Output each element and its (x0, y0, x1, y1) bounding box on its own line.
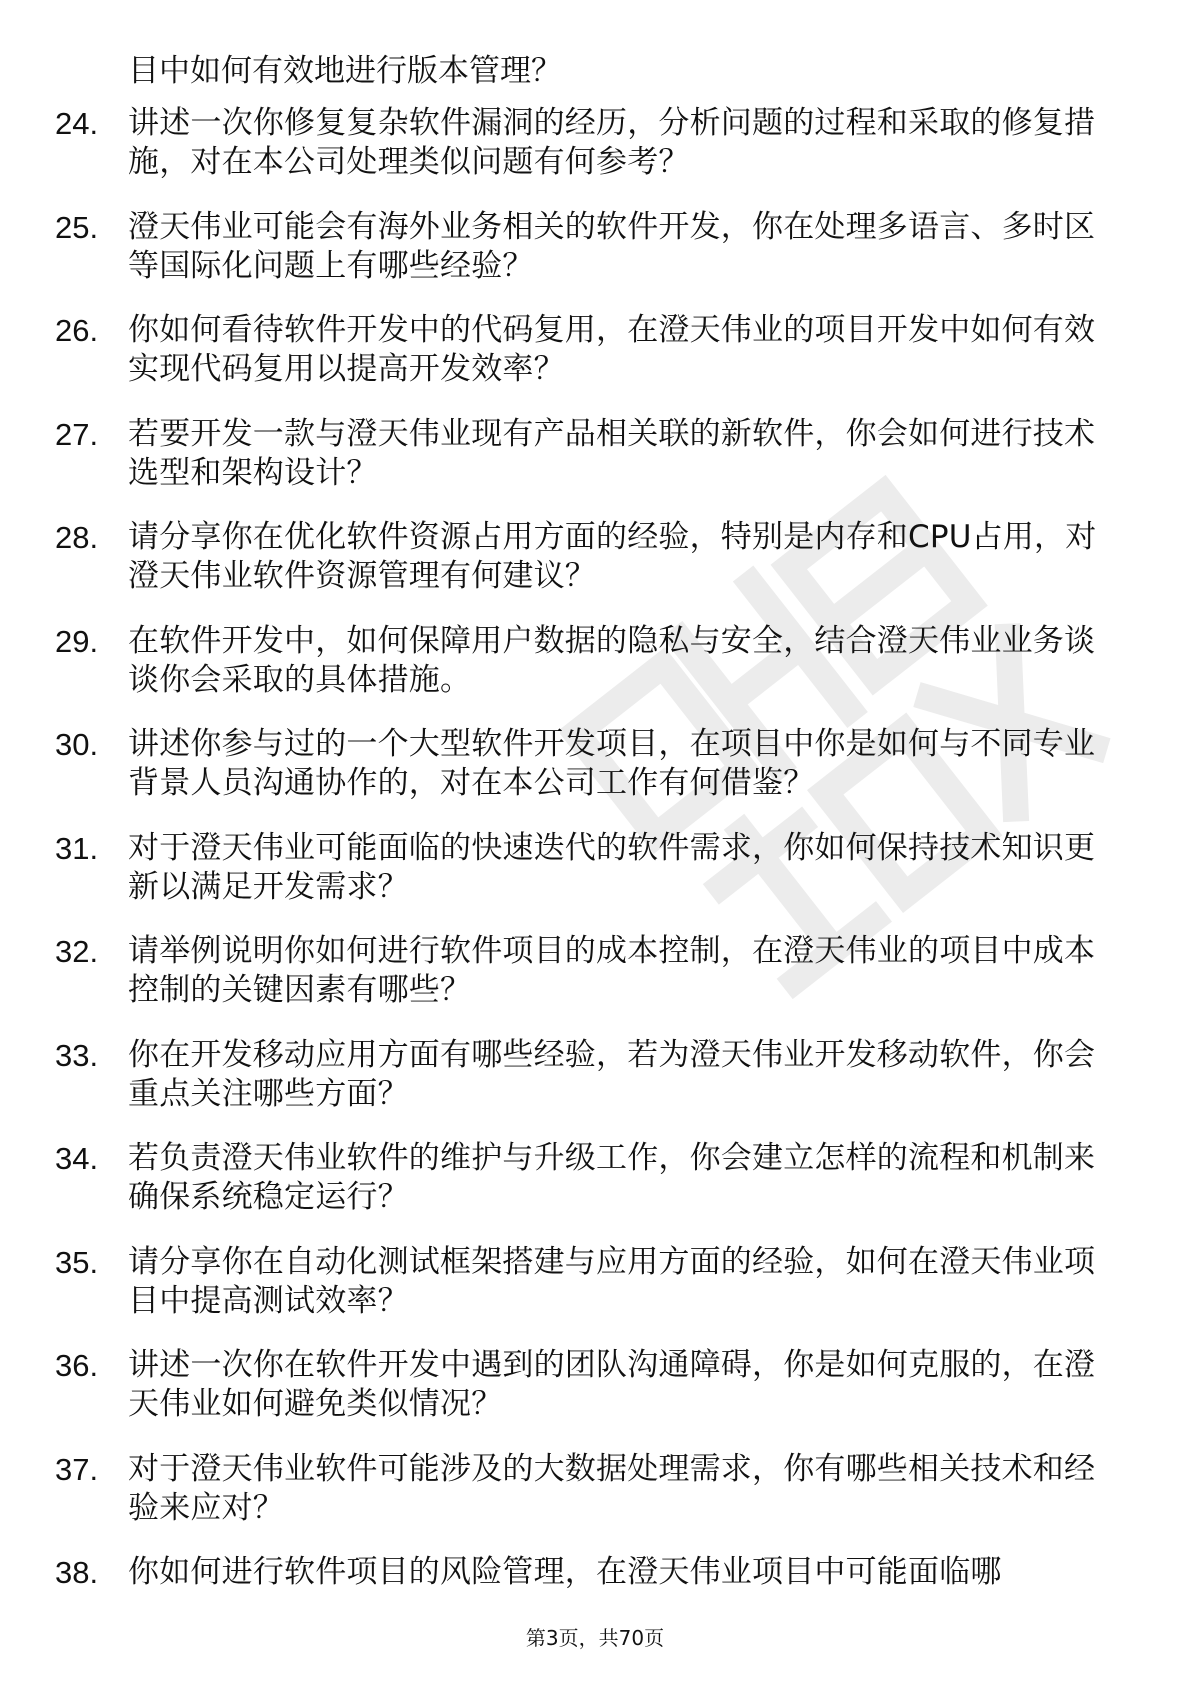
question-text: 请举例说明你如何进行软件项目的成本控制，在澄天伟业的项目中成本控制的关键因素有哪些？ (128, 933, 1096, 1008)
continued-question-text: 目中如何有效地进行版本管理？ (128, 53, 562, 89)
list-item (0, 1553, 1190, 1613)
question-text: 你在开发移动应用方面有哪些经验，若为澄天伟业开发移动软件，你会重点关注哪些方面？ (128, 1036, 1096, 1112)
list-item (0, 622, 1190, 726)
question-text: 讲述一次你修复复杂软件漏洞的经历，分析问题的过程和采取的修复措施，对在本公司处理类似问题有何参考？ (128, 105, 1096, 180)
question-text: 若负责澄天伟业软件的维护与升级工作，你会建立怎样的流程和机制来确保系统稳定运行？ (128, 1140, 1096, 1215)
question-number: 30. (55, 727, 99, 762)
question-text: 对于澄天伟业可能面临的快速迭代的软件需求，你如何保持技术知识更新以满足开发需求？ (128, 829, 1096, 905)
question-number: 36. (55, 1348, 99, 1383)
question-text: 请分享你在自动化测试框架搭建与应用方面的经验，如何在澄天伟业项目中提高测试效率？ (128, 1243, 1096, 1319)
question-text: 请分享你在优化软件资源占用方面的经验，特别是内存和CPU占用，对澄天伟业软件资源管理有何建议？ (128, 519, 1097, 594)
question-text: 你如何看待软件开发中的代码复用，在澄天伟业的项目开发中如何有效实现代码复用以提高开发效率？ (128, 312, 1096, 387)
list-item (0, 1346, 1190, 1450)
question-text: 你如何进行软件项目的风险管理，在澄天伟业项目中可能面临哪 (128, 1554, 1002, 1590)
list-item (0, 518, 1190, 622)
question-number: 27. (55, 416, 99, 452)
question-number: 24. (55, 106, 99, 141)
list-item (0, 1036, 1190, 1140)
question-text: 讲述一次你在软件开发中遇到的团队沟通障碍，你是如何克服的，在澄天伟业如何避免类似情况？ (128, 1347, 1096, 1422)
list-item (0, 1139, 1190, 1243)
question-text: 在软件开发中，如何保障用户数据的隐私与安全，结合澄天伟业业务谈谈你会采取的具体措施。 (128, 622, 1096, 698)
question-text: 对于澄天伟业软件可能涉及的大数据处理需求，你有哪些相关技术和经验来应对？ (128, 1450, 1096, 1526)
question-number: 29. (55, 623, 99, 659)
question-text: 讲述你参与过的一个大型软件开发项目，在项目中你是如何与不同专业背景人员沟通协作的，对在本公司工作有何借鉴？ (128, 726, 1096, 801)
list-item (0, 415, 1190, 519)
question-number: 35. (55, 1244, 99, 1280)
list-item (0, 725, 1190, 829)
question-number: 26. (55, 313, 99, 348)
list-item (0, 829, 1190, 933)
question-number: 32. (55, 934, 99, 969)
question-number: 31. (55, 830, 99, 866)
list-item (0, 208, 1190, 312)
question-number: 34. (55, 1141, 99, 1176)
list-item (0, 1243, 1190, 1347)
question-text: 澄天伟业可能会有海外业务相关的软件开发，你在处理多语言、多时区等国际化问题上有哪些经验？ (128, 208, 1096, 284)
list-item (0, 1450, 1190, 1554)
list-item (0, 311, 1190, 415)
question-number: 38. (55, 1555, 99, 1590)
question-number: 28. (55, 520, 99, 555)
list-item (0, 932, 1190, 1036)
list-item (0, 104, 1190, 208)
question-number: 37. (55, 1451, 99, 1487)
question-text: 若要开发一款与澄天伟业现有产品相关联的新软件，你会如何进行技术选型和架构设计？ (128, 415, 1096, 491)
question-number: 33. (55, 1037, 99, 1073)
page-footer: 第3页，共70页 (525, 1626, 665, 1650)
question-list (0, 52, 1190, 1613)
question-number: 25. (55, 209, 99, 245)
